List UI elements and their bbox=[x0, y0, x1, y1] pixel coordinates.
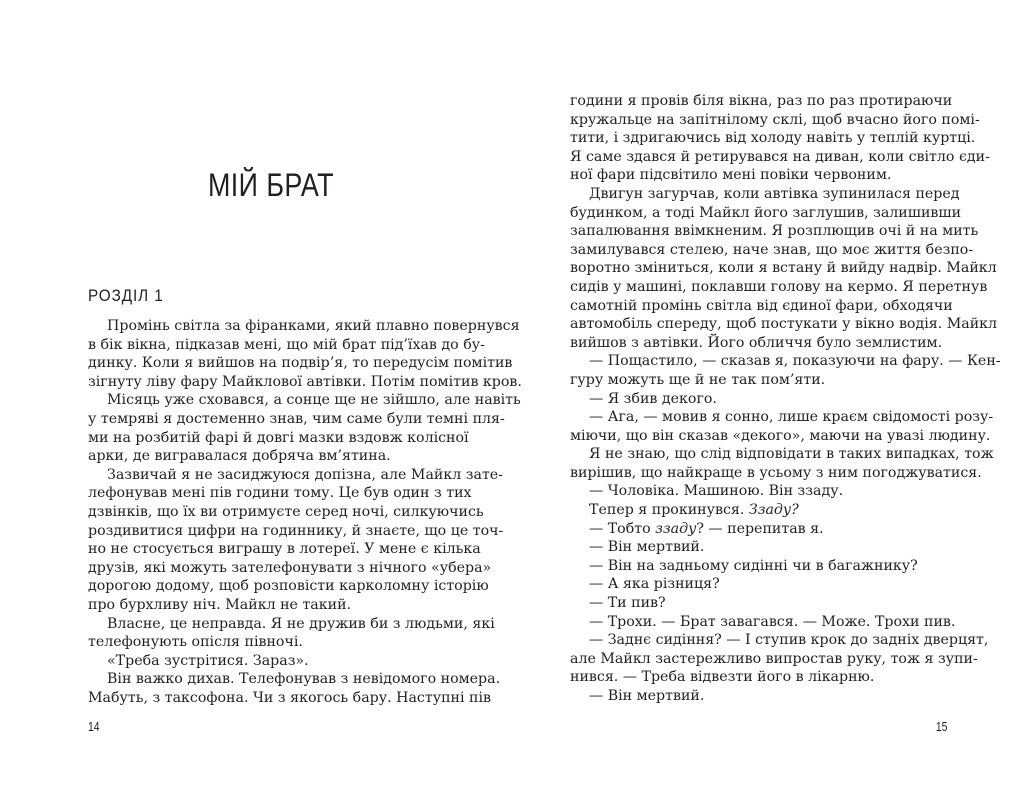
text-line: сидів у машині, поклавши голову на кермо. Я перетнув bbox=[570, 278, 988, 295]
text-line: Він важко дихав. Телефонував з невідомого номера. bbox=[107, 671, 501, 688]
text-line: в бік вікна, підказав мені, що мій брат під’їхав до бу- bbox=[88, 336, 485, 353]
italic-text: Ззаду? bbox=[748, 502, 799, 519]
text-line-part: Тепер я прокинувся. bbox=[589, 502, 749, 519]
text-line: Власне, це неправда. Я не дружив би з людьми, які bbox=[107, 615, 495, 632]
text-line: гуру можуть ще й не так пом’яти. bbox=[570, 371, 826, 388]
text-line: міючи, що він сказав «декого», маючи на увазі людину. bbox=[570, 427, 991, 444]
italic-text: ззаду bbox=[655, 520, 697, 537]
text-line: Мабуть, з таксофона. Чи з якогось бару. Наступні пів bbox=[88, 689, 492, 706]
text-line: нився. — Треба відвезти його в лікарню. bbox=[570, 669, 875, 686]
right-page-text bbox=[570, 92, 1001, 706]
page-number: 15 bbox=[935, 719, 947, 734]
text-line: замилувався стелею, наче знав, що моє життя безпо- bbox=[570, 241, 974, 258]
text-line: тити, і здригаючись від холоду навіть у теплій куртці. bbox=[570, 130, 976, 147]
text-line: Промінь світла за фіранками, який плавно повернувся bbox=[107, 318, 520, 334]
text-line: у темряві я достеменно знав, чим саме були темні пля- bbox=[88, 410, 505, 427]
text-line: вирішив, що найкраще в усьому з ним погоджуватися. bbox=[570, 464, 982, 481]
text-line: дорогою додому, щоб розповісти карколомну історію bbox=[88, 578, 489, 595]
text-line: про бурхливу ніч. Майкл не такий. bbox=[88, 596, 352, 613]
chapter-title: МІЙ БРАТ bbox=[207, 167, 335, 203]
text-line: вийшов з автівки. Його обличчя було землистим. bbox=[570, 334, 943, 351]
text-line: дзвінків, що їх ви отримуєте серед ночі, силкуючись bbox=[88, 503, 484, 520]
text-line: воротно зміниться, коли я встану й вийду надвір. Майкл bbox=[570, 260, 997, 277]
text-line: Зазвичай я не засиджуюся допізна, але Майкл зате- bbox=[107, 466, 503, 483]
text-line: зігнуту ліву фару Майклової автівки. Потім помітив кров. bbox=[88, 373, 522, 390]
text-line: — Він мертвий. bbox=[589, 688, 705, 704]
text-line bbox=[570, 501, 947, 520]
text-line: будинком, а тоді Майкл його заглушив, залишивши bbox=[570, 204, 962, 221]
text-line: але Майкл застережливо випростав руку, тож я зупи- bbox=[570, 650, 978, 667]
text-line: — Він мертвий. bbox=[589, 539, 705, 556]
text-line: «Треба зустрітися. Зараз». bbox=[107, 652, 309, 669]
text-line: Двигун загурчав, коли автівка зупинилася перед bbox=[589, 185, 960, 202]
text-line: но не стосується виграшу в лотереї. У мене є кілька bbox=[88, 541, 481, 558]
text-line: Я не знаю, що слід відповідати в таких випадках, тож bbox=[589, 446, 994, 463]
text-line: телефонують опісля півночі. bbox=[88, 634, 303, 651]
text-line: арки, де вигравалася добряча вм’ятина. bbox=[88, 448, 391, 465]
text-line: — Ти пив? bbox=[589, 595, 666, 612]
text-line: ми на розбитій фарі й довгі мазки вздовж колісної bbox=[88, 429, 469, 446]
text-line: — Він на задньому сидінні чи в багажнику? bbox=[589, 557, 918, 574]
text-line-part: — Тобто bbox=[589, 520, 656, 537]
text-line: — Пощастило, — сказав я, показуючи на фару. — Кен- bbox=[589, 353, 1001, 370]
text-line: самотній промінь світла від єдиної фари, обходячи bbox=[570, 297, 953, 314]
text-line: роздивитися цифри на годиннику, й знаєте, що це точ- bbox=[88, 522, 504, 539]
text-line: Місяць уже сховався, а сонце ще не зійшло, але навіть bbox=[107, 392, 521, 409]
text-line: — Ага, — мовив я сонно, лише краєм свідомості розу- bbox=[589, 409, 994, 426]
text-line: ної фари підсвітило мені повіки червоним. bbox=[570, 167, 892, 184]
text-line: Я саме здався й ретирувався на диван, коли світло єди- bbox=[570, 148, 990, 165]
text-line: друзів, які можуть зателефонувати з нічного «убера» bbox=[88, 559, 492, 576]
text-line: — Чоловіка. Машиною. Він ззаду. bbox=[589, 483, 844, 500]
text-line: запалювання ввімкненим. Я розплющив очі й на мить bbox=[570, 223, 979, 240]
text-line: — А яка різниця? bbox=[589, 576, 720, 593]
text-line: кружальце на запітнілому склі, щоб вчасно його помі- bbox=[570, 111, 980, 128]
text-line bbox=[570, 520, 947, 539]
text-line: лефонував мені пів години тому. Це був один з тих bbox=[88, 485, 472, 502]
text-line: години я провів біля вікна, раз по раз протираючи bbox=[570, 93, 953, 109]
text-line: динку. Коли я вийшов на подвір’я, то передусім помітив bbox=[88, 355, 513, 372]
section-heading: РОЗДІЛ 1 bbox=[88, 286, 164, 305]
page-number: 14 bbox=[88, 719, 100, 734]
text-line: — Я збив декого. bbox=[589, 390, 717, 407]
text-line: автомобіль спереду, щоб постукати у вікно водія. Майкл bbox=[570, 316, 998, 333]
text-line: — Трохи. — Брат завагався. — Може. Трохи пив. bbox=[589, 613, 956, 630]
text-line: — Заднє сидіння? — І ступив крок до задніх дверцят, bbox=[589, 632, 989, 649]
text-line-part: ? — перепитав я. bbox=[696, 520, 824, 537]
left-page-text bbox=[88, 317, 522, 707]
right-page bbox=[512, 0, 1024, 802]
